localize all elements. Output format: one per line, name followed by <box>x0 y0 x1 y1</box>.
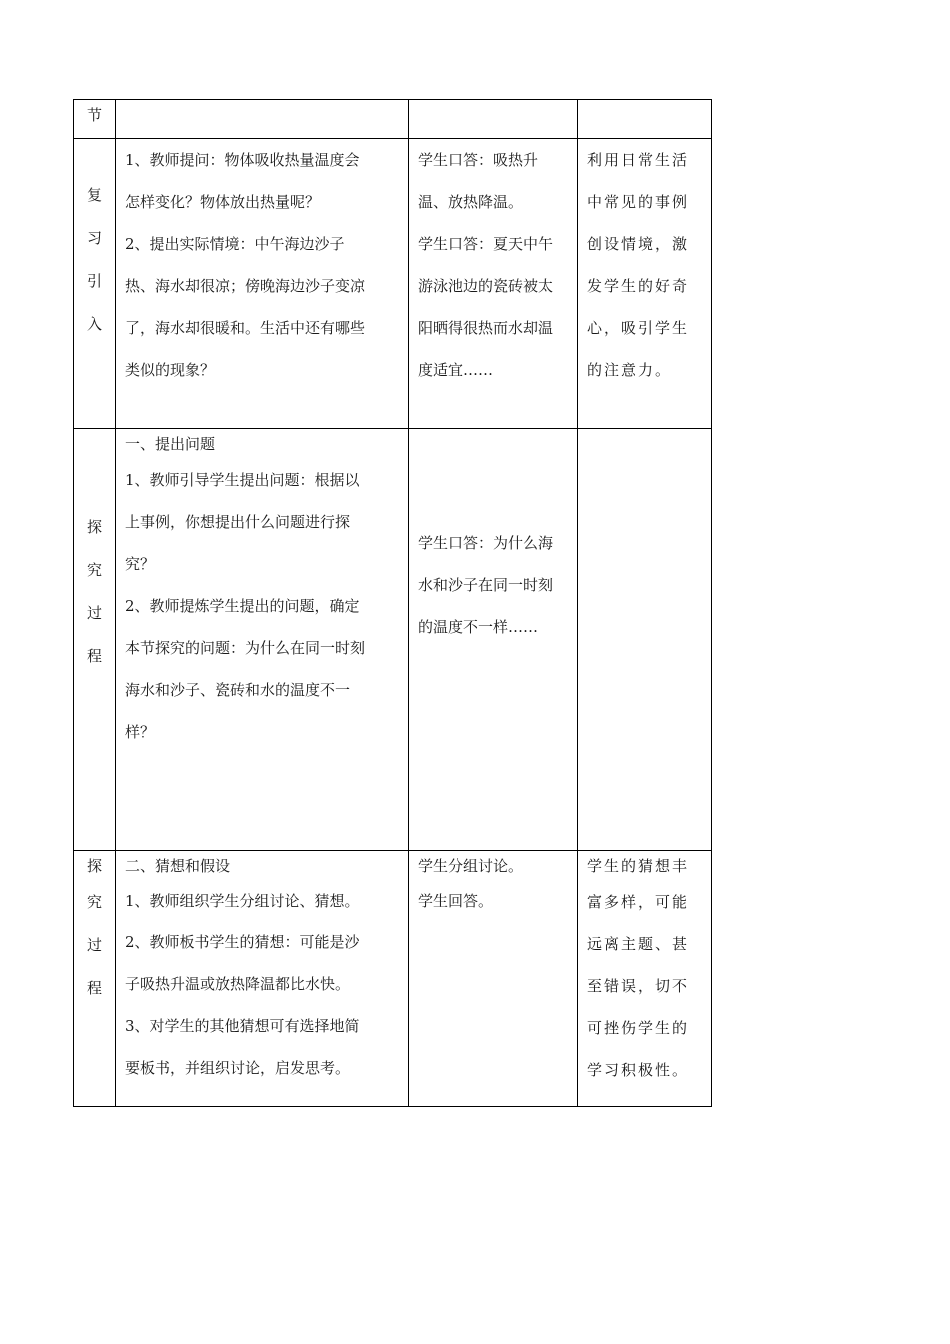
stage-char: 过 <box>86 936 102 954</box>
teacher-activity-cell <box>116 139 409 429</box>
cell-line: 学习积极性。 <box>587 1061 690 1079</box>
design-intent-cell <box>578 100 712 139</box>
student-activity-cell <box>409 851 578 1107</box>
cell-line: 学生的猜想丰 <box>587 857 690 875</box>
student-activity-cell <box>409 100 578 139</box>
stage-char: 复 <box>86 186 102 204</box>
cell-line: 子吸热升温或放热降温都比水快。 <box>125 975 351 993</box>
cell-line: 学生口答：为什么海 <box>418 534 554 552</box>
cell-line: 心，吸引学生 <box>587 319 690 337</box>
stage-cell <box>74 139 116 429</box>
stage-char: 究 <box>86 561 102 579</box>
cell-line: 上事例，你想提出什么问题进行探 <box>125 513 351 531</box>
cell-line: 学生分组讨论。 <box>418 857 524 875</box>
lesson-plan-table <box>73 99 712 1107</box>
cell-line: 类似的现象？ <box>125 361 216 379</box>
cell-line: 利用日常生活 <box>587 151 690 169</box>
stage-char: 程 <box>86 979 102 997</box>
teacher-activity-cell <box>116 851 409 1107</box>
cell-line: 一、提出问题 <box>125 435 216 453</box>
stage-char: 探 <box>86 518 102 536</box>
student-activity-cell <box>409 139 578 429</box>
stage-char: 引 <box>86 272 102 290</box>
cell-line: 究？ <box>125 555 156 573</box>
cell-line: 创设情境，激 <box>587 235 690 253</box>
cell-line: 可挫伤学生的 <box>587 1019 690 1037</box>
cell-line: 的温度不一样…… <box>418 618 539 636</box>
stage-cell <box>74 429 116 851</box>
teacher-activity-cell <box>116 429 409 851</box>
student-activity-cell <box>409 429 578 851</box>
table-row <box>74 139 712 429</box>
cell-line: 发学生的好奇 <box>587 277 690 295</box>
cell-line: 中常见的事例 <box>587 193 690 211</box>
cell-line: 样？ <box>125 723 156 741</box>
cell-line: 1、教师提问：物体吸收热量温度会 <box>125 151 360 169</box>
teacher-activity-cell <box>116 100 409 139</box>
table-row <box>74 851 712 1107</box>
cell-line: 水和沙子在同一时刻 <box>418 576 554 594</box>
stage-char: 程 <box>86 647 102 665</box>
cell-line: 阳晒得很热而水却温 <box>418 319 554 337</box>
cell-line: 温、放热降温。 <box>418 193 524 211</box>
cell-line: 本节探究的问题：为什么在同一时刻 <box>125 639 366 657</box>
table-row <box>74 429 712 851</box>
cell-line: 2、教师板书学生的猜想：可能是沙 <box>125 933 360 951</box>
stage-char: 究 <box>86 893 102 911</box>
cell-line: 二、猜想和假设 <box>125 857 231 875</box>
cell-line: 度适宜…… <box>418 361 494 379</box>
cell-line: 1、教师引导学生提出问题：根据以 <box>125 471 360 489</box>
cell-line: 要板书，并组织讨论，启发思考。 <box>125 1059 351 1077</box>
stage-char: 入 <box>86 315 102 333</box>
cell-line: 的注意力。 <box>587 361 673 379</box>
cell-line: 热、海水却很凉；傍晚海边沙子变凉 <box>125 277 366 295</box>
cell-line: 了，海水却很暖和。生活中还有哪些 <box>125 319 366 337</box>
cell-line: 学生口答：夏天中午 <box>418 235 554 253</box>
stage-char: 习 <box>86 229 102 247</box>
stage-char: 节 <box>86 106 102 124</box>
cell-line: 富多样，可能 <box>587 893 690 911</box>
design-intent-cell <box>578 139 712 429</box>
stage-cell <box>74 100 116 139</box>
stage-char: 探 <box>86 857 102 875</box>
table-row <box>74 100 712 139</box>
cell-line: 2、提出实际情境：中午海边沙子 <box>125 235 345 253</box>
design-intent-cell <box>578 851 712 1107</box>
cell-line: 3、对学生的其他猜想可有选择地简 <box>125 1017 360 1035</box>
cell-line: 1、教师组织学生分组讨论、猜想。 <box>125 892 360 910</box>
stage-cell <box>74 851 116 1107</box>
cell-line: 学生回答。 <box>418 892 494 910</box>
design-intent-cell <box>578 429 712 851</box>
stage-char: 过 <box>86 604 102 622</box>
cell-line: 怎样变化？物体放出热量呢？ <box>125 193 321 211</box>
cell-line: 海水和沙子、瓷砖和水的温度不一 <box>125 681 351 699</box>
cell-line: 远离主题、甚 <box>587 935 690 953</box>
cell-line: 2、教师提炼学生提出的问题，确定 <box>125 597 360 615</box>
cell-line: 游泳池边的瓷砖被太 <box>418 277 554 295</box>
cell-line: 至错误，切不 <box>587 977 690 995</box>
cell-line: 学生口答：吸热升 <box>418 151 539 169</box>
